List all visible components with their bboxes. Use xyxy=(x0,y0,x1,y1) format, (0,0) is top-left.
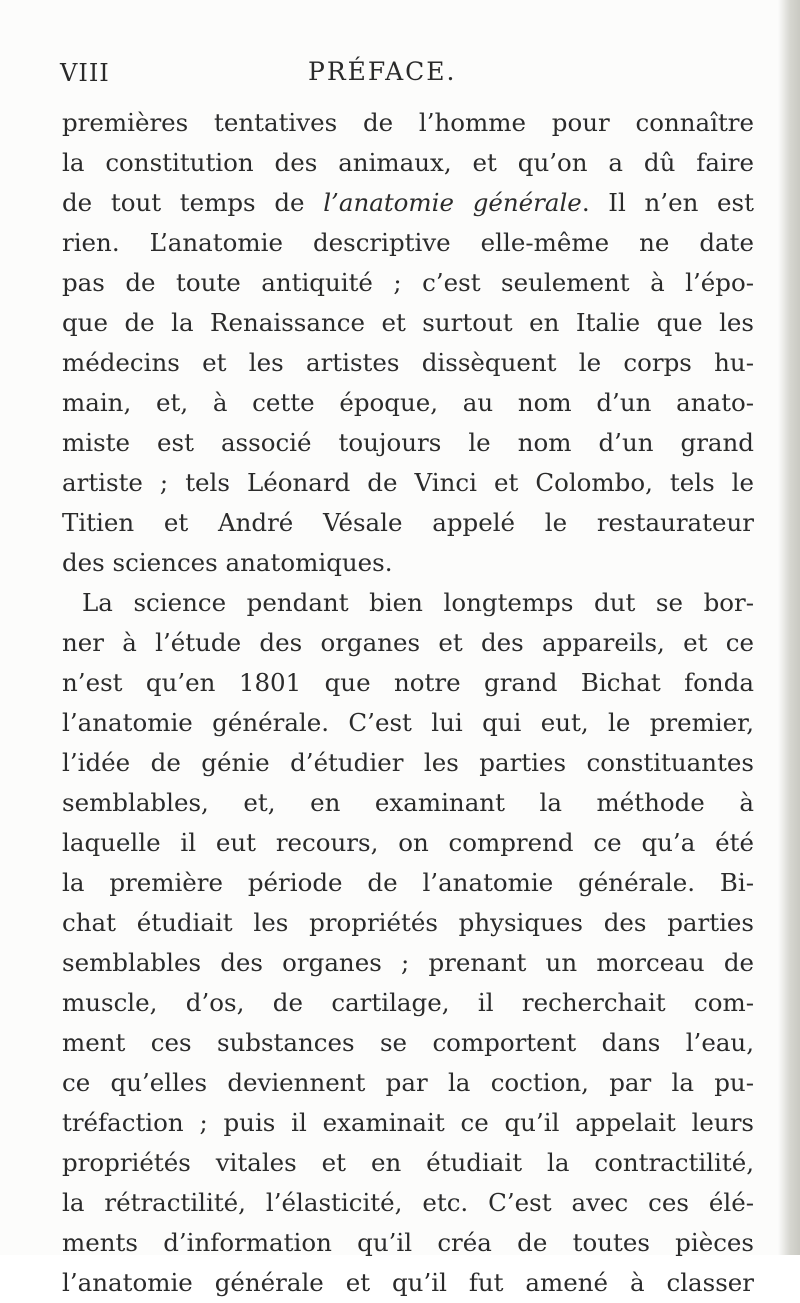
text-line: l’anatomie générale. C’est lui qui eut, le premier, xyxy=(62,708,754,737)
text-line: n’est qu’en 1801 que notre grand Bichat fonda xyxy=(62,668,754,697)
text-line: la constitution des animaux, et qu’on a dû faire xyxy=(62,148,754,177)
paragraph-end-line: des sciences anatomiques. xyxy=(62,548,393,577)
text-line: miste est associé toujours le nom d’un grand xyxy=(62,428,754,457)
text-line: ner à l’étude des organes et des appareils, et ce xyxy=(62,628,754,657)
text-line: la rétractilité, l’élasticité, etc. C’est avec ces élé- xyxy=(62,1188,754,1217)
text-line xyxy=(62,183,754,223)
text-line: semblables, et, en examinant la méthode à xyxy=(62,788,754,817)
text-line: l’anatomie générale et qu’il fut amené à classer xyxy=(62,1268,754,1297)
text-line: ce qu’elles deviennent par la coction, par la pu- xyxy=(62,1068,754,1097)
text-line: tréfaction ; puis il examinait ce qu’il appelait leurs xyxy=(62,1108,754,1137)
text-line: rien. L’anatomie descriptive elle-même ne date xyxy=(62,228,754,257)
text-line: que de la Renaissance et surtout en Italie que les xyxy=(62,308,754,337)
text-line: ment ces substances se comportent dans l’eau, xyxy=(62,1028,754,1057)
page-edge-shadow xyxy=(778,0,800,1255)
text-line: muscle, d’os, de cartilage, il recherchait com- xyxy=(62,988,754,1017)
text-line: pas de toute antiquité ; c’est seulement à l’épo- xyxy=(62,268,754,297)
text-line: propriétés vitales et en étudiait la contractilité, xyxy=(62,1148,754,1177)
text-line: l’idée de génie d’étudier les parties constituantes xyxy=(62,748,754,777)
text-line: chat étudiait les propriétés physiques des parties xyxy=(62,908,754,937)
text-line: médecins et les artistes dissèquent le corps hu- xyxy=(62,348,754,377)
text-line: artiste ; tels Léonard de Vinci et Colombo, tels le xyxy=(62,468,754,497)
paragraph-start-line: La science pendant bien longtemps dut se bor- xyxy=(82,588,754,617)
text-run: . Il n’en est xyxy=(581,188,754,217)
page-number: VIII xyxy=(60,59,110,87)
body-text xyxy=(62,103,754,1303)
text-run: de tout temps de xyxy=(62,188,324,217)
running-head xyxy=(60,55,750,95)
text-line: semblables des organes ; prenant un morceau de xyxy=(62,948,754,977)
text-line: premières tentatives de l’homme pour connaître xyxy=(62,108,754,137)
text-line: la première période de l’anatomie générale. Bi- xyxy=(62,868,754,897)
text-line: main, et, à cette époque, au nom d’un anato- xyxy=(62,388,754,417)
text-line: ments d’information qu’il créa de toutes pièces xyxy=(62,1228,754,1257)
italic-term: l’anatomie générale xyxy=(323,188,582,217)
running-title: PRÉFACE. xyxy=(308,57,457,86)
text-line: Titien et André Vésale appelé le restaurateur xyxy=(62,508,754,537)
text-line: laquelle il eut recours, on comprend ce qu’a été xyxy=(62,828,754,857)
